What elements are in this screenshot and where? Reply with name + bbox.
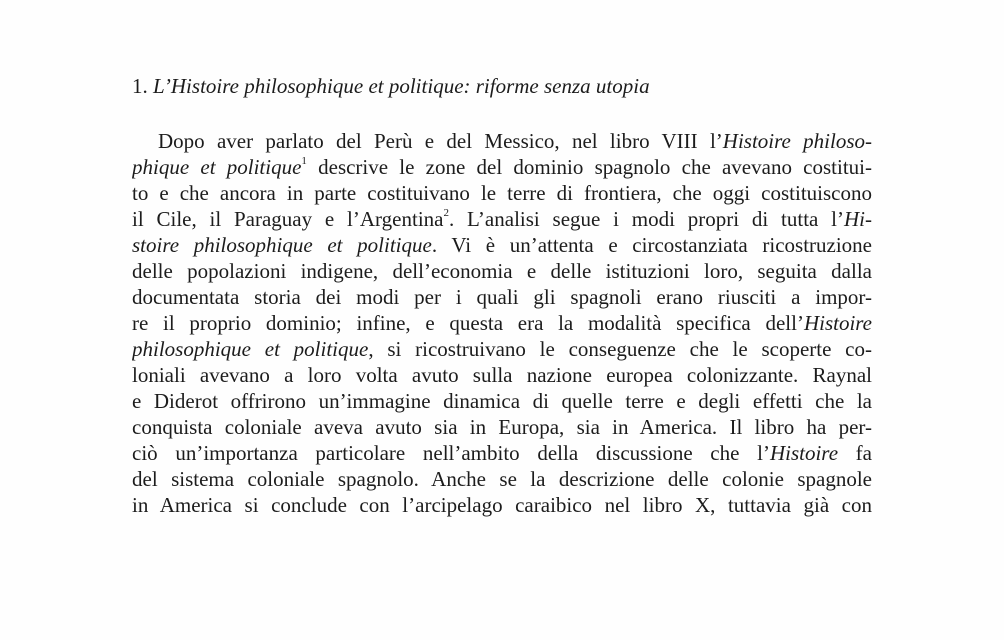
- text-run: . L’analisi segue i modi propri di tutta l’: [448, 207, 844, 231]
- text-line: [132, 336, 872, 362]
- text-line: [132, 284, 872, 310]
- text-line: [132, 154, 872, 180]
- footnote-ref: 2: [443, 207, 449, 219]
- text-line: [132, 128, 872, 154]
- italic-text: Hi-: [844, 207, 872, 231]
- text-run: Dopo aver parlato del Perù e del Messico, nel libro VIII l’: [158, 129, 723, 153]
- text-run: fa: [838, 441, 872, 465]
- text-run: delle popolazioni indigene, dell’economia e delle istituzioni loro, seguita dalla: [132, 259, 872, 283]
- italic-text: Histoire: [803, 311, 872, 335]
- text-run: descrive le zone del dominio spagnolo che avevano costitui-: [306, 155, 872, 179]
- text-run: in America si conclude con l’arcipelago caraibico nel libro X, tuttavia già con: [132, 493, 872, 517]
- text-line: [132, 206, 872, 232]
- text-line: [132, 310, 872, 336]
- text-line: [132, 388, 872, 414]
- text-line: [132, 414, 872, 440]
- text-run: il Cile, il Paraguay e l’Argentina: [132, 207, 444, 231]
- text-run: to e che ancora in parte costituivano le terre di frontiera, che oggi costituiscono: [132, 181, 872, 205]
- body-paragraph: [132, 128, 872, 518]
- section-title: L’Histoire philosophique et politique: riforme senza utopia: [153, 74, 650, 98]
- text-line: [132, 440, 872, 466]
- text-line: [132, 492, 872, 518]
- italic-text: phique et politique: [132, 155, 302, 179]
- text-line: [132, 362, 872, 388]
- italic-text: Histoire philoso-: [722, 129, 872, 153]
- text-run: documentata storia dei modi per i quali gli spagnoli erano riusciti a impor-: [132, 285, 872, 309]
- text-run: e Diderot offrirono un’immagine dinamica di quelle terre e degli effetti che la: [132, 389, 872, 413]
- text-run: conquista coloniale aveva avuto sia in Europa, sia in America. Il libro ha per-: [132, 415, 872, 439]
- footnote-ref: 1: [301, 155, 307, 167]
- italic-text: stoire philosophique et politique: [132, 233, 432, 257]
- italic-text: philosophique et politique: [132, 337, 369, 361]
- text-line: [132, 258, 872, 284]
- section-heading: [132, 72, 650, 100]
- text-run: ciò un’importanza particolare nell’ambito della discussione che l’: [132, 441, 770, 465]
- text-run: . Vi è un’attenta e circostanziata ricostruzione: [431, 233, 872, 257]
- italic-text: Histoire: [769, 441, 839, 465]
- text-run: loniali avevano a loro volta avuto sulla nazione europea colonizzante. Raynal: [132, 363, 872, 387]
- text-run: del sistema coloniale spagnolo. Anche se la descrizione delle colonie spagnole: [132, 467, 872, 491]
- text-line: [132, 180, 872, 206]
- text-line: [132, 232, 872, 258]
- text-run: re il proprio dominio; infine, e questa era la modalità specifica dell’: [132, 311, 804, 335]
- section-number: 1.: [132, 74, 148, 98]
- text-run: , si ricostruivano le conseguenze che le scoperte co-: [368, 337, 872, 361]
- text-line: [132, 466, 872, 492]
